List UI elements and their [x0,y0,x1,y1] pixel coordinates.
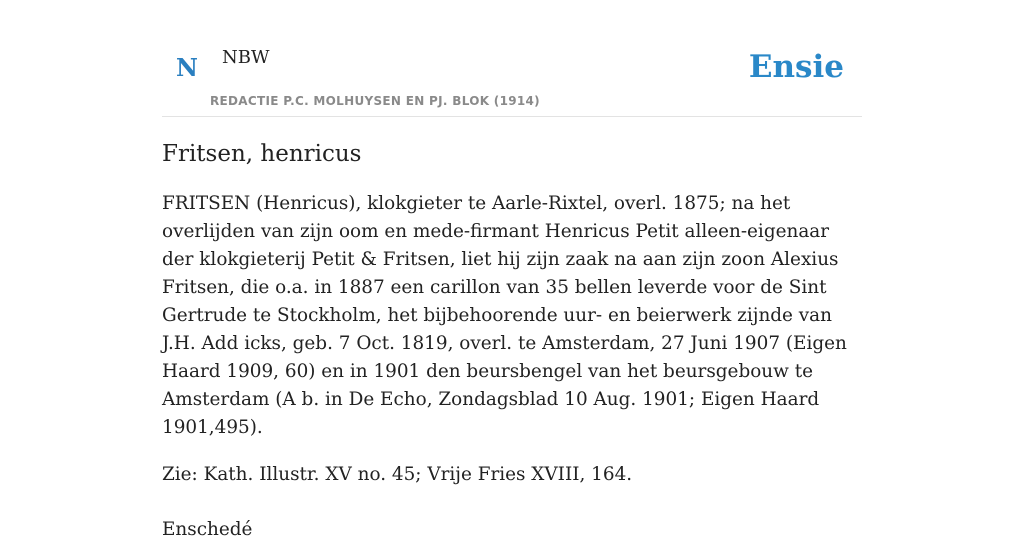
entry-title: Fritsen, henricus [162,141,362,167]
entry-references: Zie: Kath. Illustr. XV no. 45; Vrije Fries XVIII, 164. [162,464,633,485]
source-name-link[interactable]: NBW [222,47,270,68]
entry-author: Enschedé [162,519,253,540]
entry-content [162,138,862,544]
source-logo[interactable]: N [176,53,198,82]
source-editors: REDACTIE P.C. MOLHUYSEN EN PJ. BLOK (1914) [210,94,540,108]
entry-body: FRITSEN (Henricus), klokgieter te Aarle-Rixtel, overl. 1875; na het overlijden van zijn oom en mede-firmant Henricus Petit alleen-eigenaar der klokgieterij Petit & Fritsen, liet hij zijn zaak na aan zijn zoon Alexius Fritsen, die o.a. in 1887 een carillon van 35 bellen leverde voor de Sint Gertrude te Stockholm, het bijbehoorende uur- en beierwerk zijnde van J.H. Add icks, geb. 7 Oct. 1819, overl. te Amsterdam, 27 Juni 1907 (Eigen Haard 1909, 60) en in 1901 den beursbengel van het beursgebouw te Amsterdam (A b. in De Echo, Zondagsblad 10 Aug. 1901; Eigen Haard 1901,495). [162,193,847,438]
ensie-logo-link[interactable]: Ensie [748,49,844,85]
source-header [162,0,862,117]
